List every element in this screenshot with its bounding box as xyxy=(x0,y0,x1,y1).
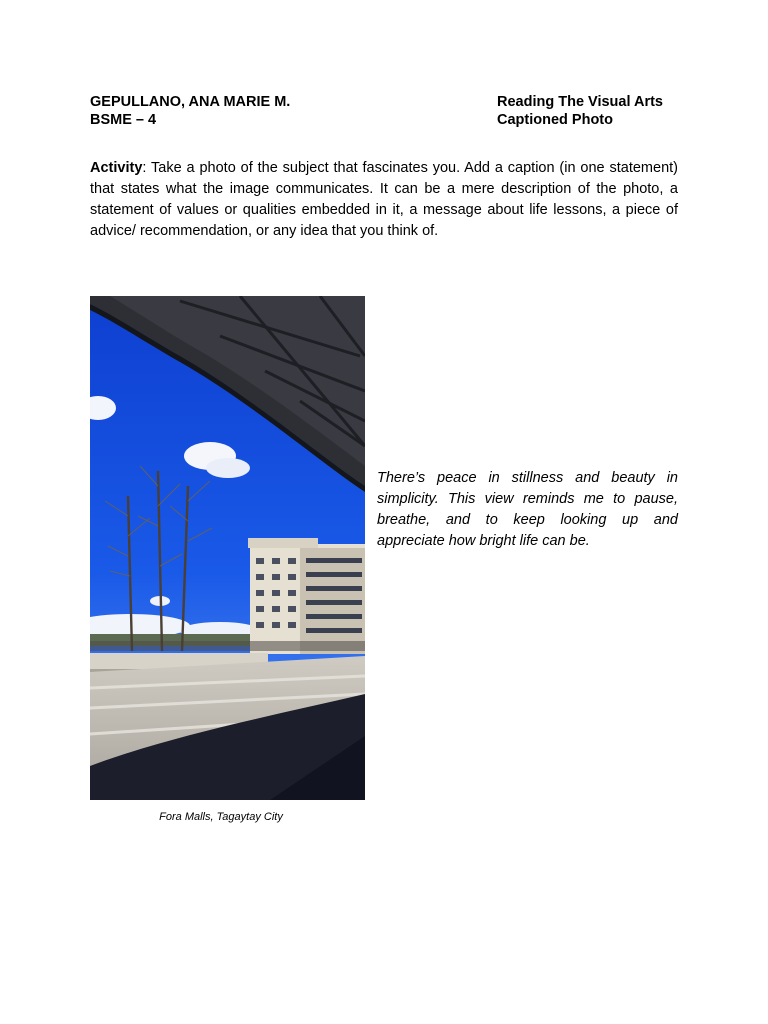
header-right xyxy=(497,93,663,129)
captioned-photo xyxy=(90,296,365,800)
header-left xyxy=(90,93,290,129)
photo-location-caption: Fora Malls, Tagaytay City xyxy=(159,811,283,823)
subject-title: Reading The Visual Arts xyxy=(497,94,663,110)
student-name: GEPULLANO, ANA MARIE M. xyxy=(90,94,291,110)
photo-caption-statement: There’s peace in stillness and beauty in simplicity. This view reminds me to pause, breathe, and to keep looking up and appreciate how bright life can be. xyxy=(377,470,678,549)
course-label: BSME – 4 xyxy=(90,112,157,128)
assignment-title: Captioned Photo xyxy=(497,112,613,128)
activity-label: Activity xyxy=(90,160,143,176)
activity-text: : Take a photo of the subject that fascinates you. Add a caption (in one statement) that states what the image communicates. It can be a mere description of the photo, a statement of values or qualities embedded in it, a message about life lessons, a piece of advice/ recommendation, or any idea that you think of. xyxy=(90,160,678,239)
activity-instructions xyxy=(90,158,678,242)
